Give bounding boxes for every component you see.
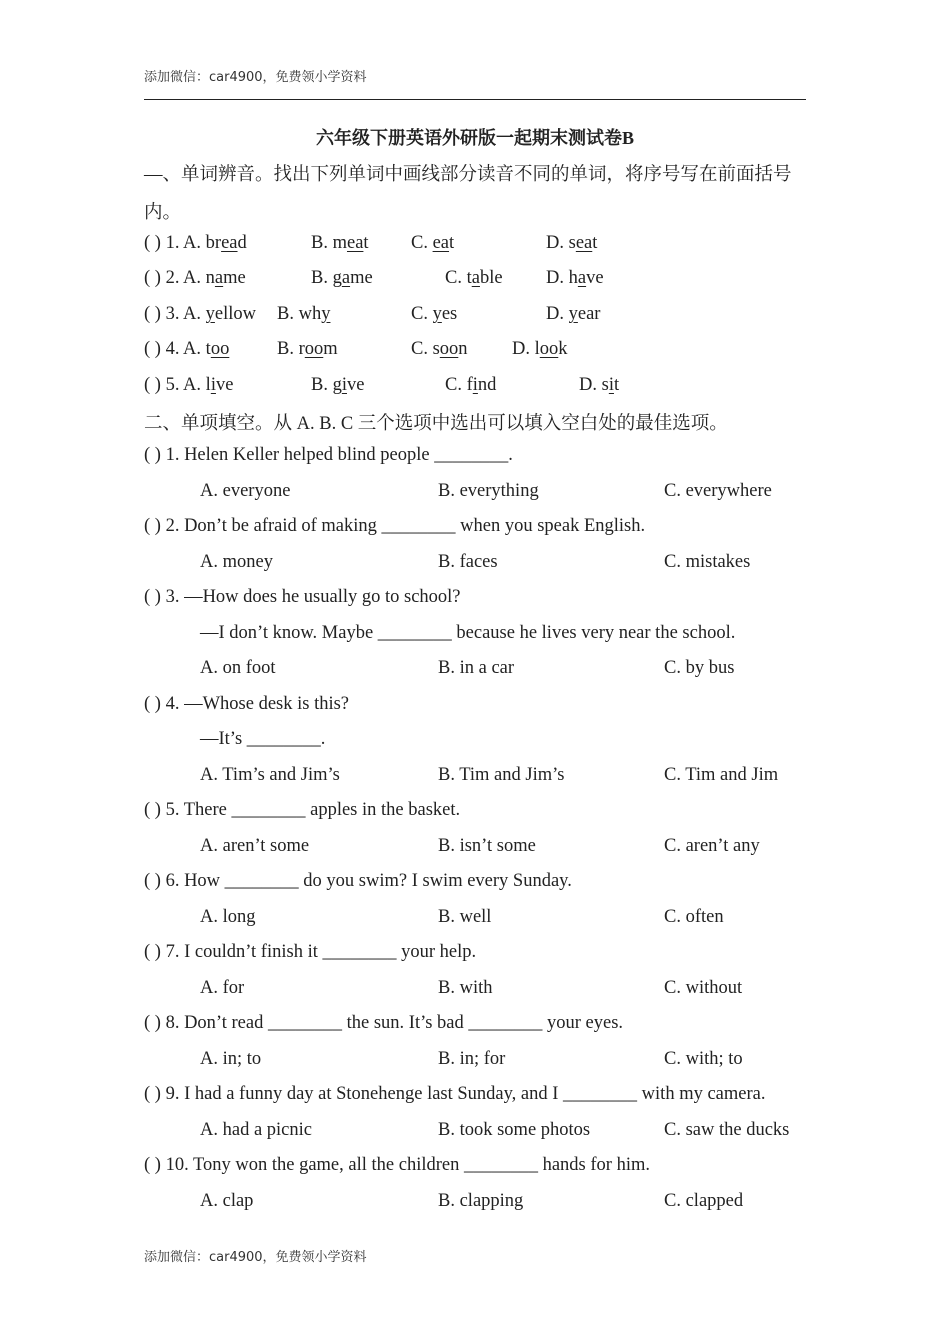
phonics-option <box>277 339 338 360</box>
word-part: t <box>363 233 369 253</box>
word-part: t <box>205 339 211 359</box>
word-part: ellow <box>214 304 257 324</box>
option-label: D. <box>546 268 569 288</box>
underlined-letters: i <box>472 375 478 395</box>
word-part: t <box>449 233 455 253</box>
option-label: B. <box>311 233 333 253</box>
question-response: —I don’t know. Maybe ________ because he lives very near the school. <box>200 622 736 643</box>
question-stem: ( ) 4. —Whose desk is this? <box>144 693 350 714</box>
word-part: t <box>592 233 598 253</box>
section1-heading-cont: 内。 <box>144 203 182 223</box>
option-label: ( ) 4. A. <box>144 339 206 359</box>
choice-a: A. on foot <box>200 658 276 678</box>
choice-a: A. in; to <box>200 1048 262 1069</box>
word-part: h <box>568 268 578 288</box>
option-label: ( ) 5. A. <box>144 375 206 395</box>
phonics-option <box>445 375 496 396</box>
question-stem: ( ) 3. —How does he usually go to school? <box>144 587 461 607</box>
underlined-letters: a <box>341 268 351 288</box>
section2-heading: 二、单项填空。从 A. B. C 三个选项中选出可以填入空白处的最佳选项。 <box>144 414 728 434</box>
choice-c: C. mistakes <box>664 551 751 572</box>
choice-a: A. for <box>200 977 245 998</box>
underlined-letters: i <box>341 375 347 395</box>
option-label: ( ) 2. A. <box>144 268 206 288</box>
word-part: ve <box>215 375 234 395</box>
word-part: n <box>458 339 468 359</box>
option-label: D. <box>579 375 602 395</box>
word-part: s <box>601 375 609 395</box>
word-part: l <box>205 375 211 395</box>
choice-b: B. Tim and Jim’s <box>438 764 565 785</box>
choice-a: A. everyone <box>200 480 291 501</box>
choice-a: A. aren’t some <box>200 835 310 856</box>
choice-c: C. everywhere <box>664 480 772 501</box>
underlined-letters: a <box>577 268 587 288</box>
option-label: C. <box>445 375 467 395</box>
word-part: s <box>432 339 440 359</box>
underlined-letters: oo <box>210 339 230 359</box>
phonics-option <box>144 233 247 254</box>
phonics-option <box>311 233 369 254</box>
phonics-option <box>546 268 604 289</box>
question-stem: ( ) 1. Helen Keller helped blind people ________. <box>144 445 513 465</box>
choice-c: C. without <box>664 977 743 998</box>
underlined-letters: ea <box>346 233 364 253</box>
option-label: C. <box>445 268 467 288</box>
word-part: ve <box>586 268 604 288</box>
choice-a: A. had a picnic <box>200 1119 312 1140</box>
underlined-letters: ea <box>432 233 450 253</box>
word-part: nd <box>477 375 497 395</box>
phonics-option <box>311 268 373 289</box>
word-part: ear <box>577 304 601 324</box>
question-stem: ( ) 7. I couldn’t finish it ________ your help. <box>144 942 477 962</box>
word-part: m <box>332 233 347 253</box>
phonics-option <box>546 304 600 325</box>
word-part: ble <box>479 268 503 288</box>
phonics-option <box>445 268 503 289</box>
phonics-option <box>144 339 229 360</box>
choice-b: B. everything <box>438 480 539 501</box>
word-part: l <box>534 339 540 359</box>
word-part: me <box>223 268 246 288</box>
choice-b: B. with <box>438 977 493 998</box>
choice-c: C. clapped <box>664 1190 744 1211</box>
question-stem: ( ) 6. How ________ do you swim? I swim every Sunday. <box>144 871 572 891</box>
underlined-letters: y <box>568 304 578 324</box>
phonics-option <box>512 339 568 360</box>
option-label: ( ) 1. A. <box>144 233 206 253</box>
choice-c: C. by bus <box>664 658 735 678</box>
option-label: B. <box>277 304 299 324</box>
word-part: m <box>323 339 338 359</box>
choice-b: B. isn’t some <box>438 835 536 856</box>
question-stem: ( ) 10. Tony won the game, all the children ________ hands for him. <box>144 1155 650 1175</box>
option-label: ( ) 3. A. <box>144 304 206 324</box>
page-title: 六年级下册英语外研版一起期末测试卷B <box>315 128 634 148</box>
phonics-option <box>277 304 330 325</box>
option-label: B. <box>277 339 299 359</box>
phonics-option <box>579 375 619 396</box>
choice-c: C. with; to <box>664 1048 743 1069</box>
underlined-letters: oo <box>439 339 459 359</box>
footer-note: 添加微信：car4900，免费领小学资料 <box>144 1250 367 1265</box>
phonics-option <box>144 304 256 325</box>
word-part: t <box>613 375 620 395</box>
underlined-letters: y <box>205 304 215 324</box>
header-divider <box>144 99 806 100</box>
word-part: br <box>205 233 222 253</box>
word-part: r <box>298 339 305 359</box>
option-label: D. <box>546 304 569 324</box>
phonics-option <box>411 304 457 325</box>
choice-b: B. in; for <box>438 1048 506 1069</box>
underlined-letters: ea <box>575 233 593 253</box>
word-part: f <box>466 375 473 395</box>
word-part: t <box>466 268 472 288</box>
choice-a: A. money <box>200 551 273 572</box>
word-part: s <box>568 233 576 253</box>
underlined-letters: oo <box>539 339 559 359</box>
word-part: me <box>350 268 373 288</box>
word-part: ve <box>346 375 365 395</box>
underlined-letters: a <box>471 268 480 288</box>
phonics-option <box>144 375 233 396</box>
choice-b: B. took some photos <box>438 1119 591 1140</box>
underlined-letters: a <box>214 268 224 288</box>
question-stem: ( ) 9. I had a funny day at Stonehenge last Sunday, and I ________ with my camera. <box>144 1084 766 1104</box>
choice-a: A. long <box>200 906 256 927</box>
choice-a: A. clap <box>200 1190 254 1211</box>
option-label: C. <box>411 304 433 324</box>
word-part: es <box>441 304 458 324</box>
underlined-letters: i <box>608 375 614 395</box>
header-note: 添加微信：car4900，免费领小学资料 <box>144 70 367 85</box>
underlined-letters: i <box>210 375 216 395</box>
word-part: g <box>332 268 342 288</box>
underlined-letters: ea <box>221 233 238 253</box>
underlined-letters: y <box>432 304 442 324</box>
phonics-option <box>411 233 454 254</box>
option-label: C. <box>411 233 433 253</box>
choice-b: B. in a car <box>438 658 515 678</box>
option-label: B. <box>311 375 333 395</box>
option-label: C. <box>411 339 433 359</box>
question-stem: ( ) 8. Don’t read ________ the sun. It’s bad ________ your eyes. <box>144 1013 624 1033</box>
phonics-option <box>546 233 597 254</box>
choice-a: A. Tim’s and Jim’s <box>200 764 340 785</box>
phonics-option <box>411 339 468 360</box>
choice-b: B. well <box>438 906 492 927</box>
word-part: k <box>558 339 568 359</box>
section1-heading: —、单词辨音。找出下列单词中画线部分读音不同的单词，将序号写在前面括号 <box>144 165 792 185</box>
option-label: D. <box>546 233 569 253</box>
word-part: d <box>237 233 247 253</box>
question-stem: ( ) 2. Don’t be afraid of making ________ when you speak English. <box>144 516 646 536</box>
choice-c: C. Tim and Jim <box>664 764 779 785</box>
word-part: n <box>205 268 215 288</box>
option-label: B. <box>311 268 333 288</box>
word-part: g <box>332 375 342 395</box>
question-stem: ( ) 5. There ________ apples in the basket. <box>144 800 461 820</box>
choice-b: B. clapping <box>438 1190 524 1211</box>
phonics-option <box>311 375 364 396</box>
underlined-letters: oo <box>304 339 324 359</box>
word-part: wh <box>298 304 322 324</box>
underlined-letters: y <box>321 304 331 324</box>
choice-c: C. aren’t any <box>664 835 760 856</box>
question-response: —It’s ________. <box>200 729 326 749</box>
phonics-option <box>144 268 246 289</box>
option-label: D. <box>512 339 535 359</box>
choice-b: B. faces <box>438 551 498 572</box>
choice-c: C. often <box>664 906 724 927</box>
choice-c: C. saw the ducks <box>664 1119 790 1140</box>
